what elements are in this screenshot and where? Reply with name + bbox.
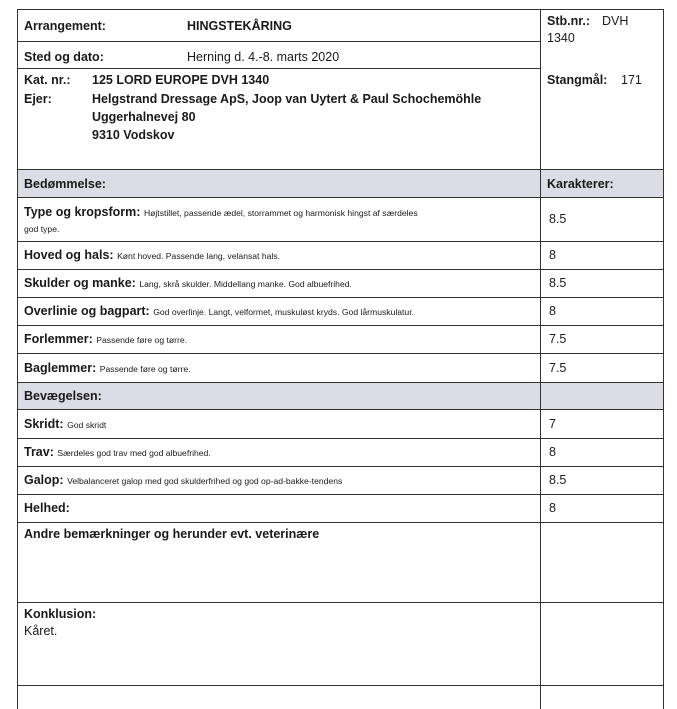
movement-score: 8 <box>549 445 556 459</box>
movement-score: 8.5 <box>549 473 567 487</box>
rating-row <box>24 361 191 377</box>
rating-score: 7.5 <box>549 361 567 375</box>
rule <box>17 382 664 383</box>
ejer-line-2: Uggerhalnevej 80 <box>92 110 196 124</box>
karakterer-heading: Karakterer: <box>547 177 614 191</box>
rule <box>17 522 664 523</box>
rating-desc: Passende føre og tørre. <box>96 335 188 345</box>
sted-value: Herning d. 4.-8. marts 2020 <box>187 50 340 64</box>
movement-desc: Særdeles god trav med god albuefrihed. <box>57 448 211 458</box>
rule <box>17 68 541 69</box>
rule <box>17 353 664 354</box>
rating-desc: Kønt hoved. Passende lang, velansat hals. <box>117 251 280 261</box>
movement-label: Trav: <box>24 445 54 459</box>
rule <box>17 409 664 410</box>
movement-score: 8 <box>549 501 556 515</box>
kat-label: Kat. nr.: <box>24 73 71 87</box>
evaluation-form <box>17 9 664 709</box>
rating-score: 8 <box>549 248 556 262</box>
movement-score: 7 <box>549 417 556 431</box>
stb-value-2: 1340 <box>547 31 575 45</box>
sted-label: Sted og dato: <box>24 50 104 64</box>
rating-row <box>24 304 414 320</box>
rule <box>17 438 664 439</box>
rule <box>17 197 664 198</box>
score-column-divider <box>540 9 541 709</box>
rating-desc: Højtstillet, passende ædel, storrammet og harmonisk hingst af særdeles <box>143 208 418 218</box>
stang-value: 171 <box>621 73 642 87</box>
rating-label: Type og kropsform: <box>24 205 141 219</box>
rating-row <box>24 205 418 221</box>
rating-score: 8 <box>549 304 556 318</box>
rating-label: Baglemmer: <box>24 361 97 375</box>
rule <box>17 169 664 170</box>
rating-score: 8.5 <box>549 212 567 226</box>
rating-row <box>24 332 187 348</box>
conclusion-label: Konklusion: <box>24 607 97 621</box>
movement-desc: God skridt <box>67 420 107 430</box>
rule-top <box>17 9 664 10</box>
rating-desc: God overlinje. Langt, velformet, muskuløst kryds. God lårmuskulatur. <box>153 307 414 317</box>
bevaegelsen-band <box>17 382 664 409</box>
kat-value: 125 LORD EUROPE DVH 1340 <box>92 73 270 87</box>
rating-desc-cont: god type. <box>24 224 60 234</box>
rule <box>17 466 664 467</box>
movement-label: Skridt: <box>24 417 64 431</box>
rule-bottom <box>17 685 664 686</box>
rule <box>17 494 664 495</box>
rating-label: Forlemmer: <box>24 332 93 346</box>
rule <box>17 269 664 270</box>
stb-label: Stb.nr.: <box>547 14 591 28</box>
rating-score: 8.5 <box>549 276 567 290</box>
bedommelse-heading: Bedømmelse: <box>24 177 106 191</box>
ejer-line-1: Helgstrand Dressage ApS, Joop van Uytert & Paul Schochemöhle <box>92 92 482 106</box>
movement-row <box>24 417 106 433</box>
rule <box>17 241 664 242</box>
border-right <box>663 9 664 709</box>
rating-desc: Passende føre og tørre. <box>99 364 191 374</box>
remarks-label: Andre bemærkninger og herunder evt. veterinære <box>24 527 320 541</box>
movement-row <box>24 473 342 489</box>
movement-label: Galop: <box>24 473 64 487</box>
rule <box>17 41 541 42</box>
border-left <box>17 9 18 709</box>
movement-desc: Velbalanceret galop med god skulderfrihed og god op-ad-bakke-tendens <box>67 476 343 486</box>
rating-label: Hoved og hals: <box>24 248 114 262</box>
arrangement-value: HINGSTEKÅRING <box>187 19 292 33</box>
movement-row <box>24 501 70 516</box>
movement-row <box>24 445 211 461</box>
ejer-label: Ejer: <box>24 92 52 106</box>
arrangement-label: Arrangement: <box>24 19 106 33</box>
rating-label: Skulder og manke: <box>24 276 136 290</box>
movement-label: Helhed: <box>24 501 70 515</box>
conclusion-text: Kåret. <box>24 624 58 638</box>
rule <box>17 325 664 326</box>
ejer-line-3: 9310 Vodskov <box>92 128 175 142</box>
rule <box>17 602 664 603</box>
stb-value-1: DVH <box>602 14 629 28</box>
rating-score: 7.5 <box>549 332 567 346</box>
rating-row <box>24 248 280 264</box>
rule <box>17 297 664 298</box>
rating-desc: Lang, skrå skulder. Middellang manke. God albuefrihed. <box>139 279 352 289</box>
rating-row <box>24 276 352 292</box>
bevaegelsen-heading: Bevægelsen: <box>24 389 102 403</box>
rating-label: Overlinie og bagpart: <box>24 304 150 318</box>
stang-label: Stangmål: <box>547 73 608 87</box>
